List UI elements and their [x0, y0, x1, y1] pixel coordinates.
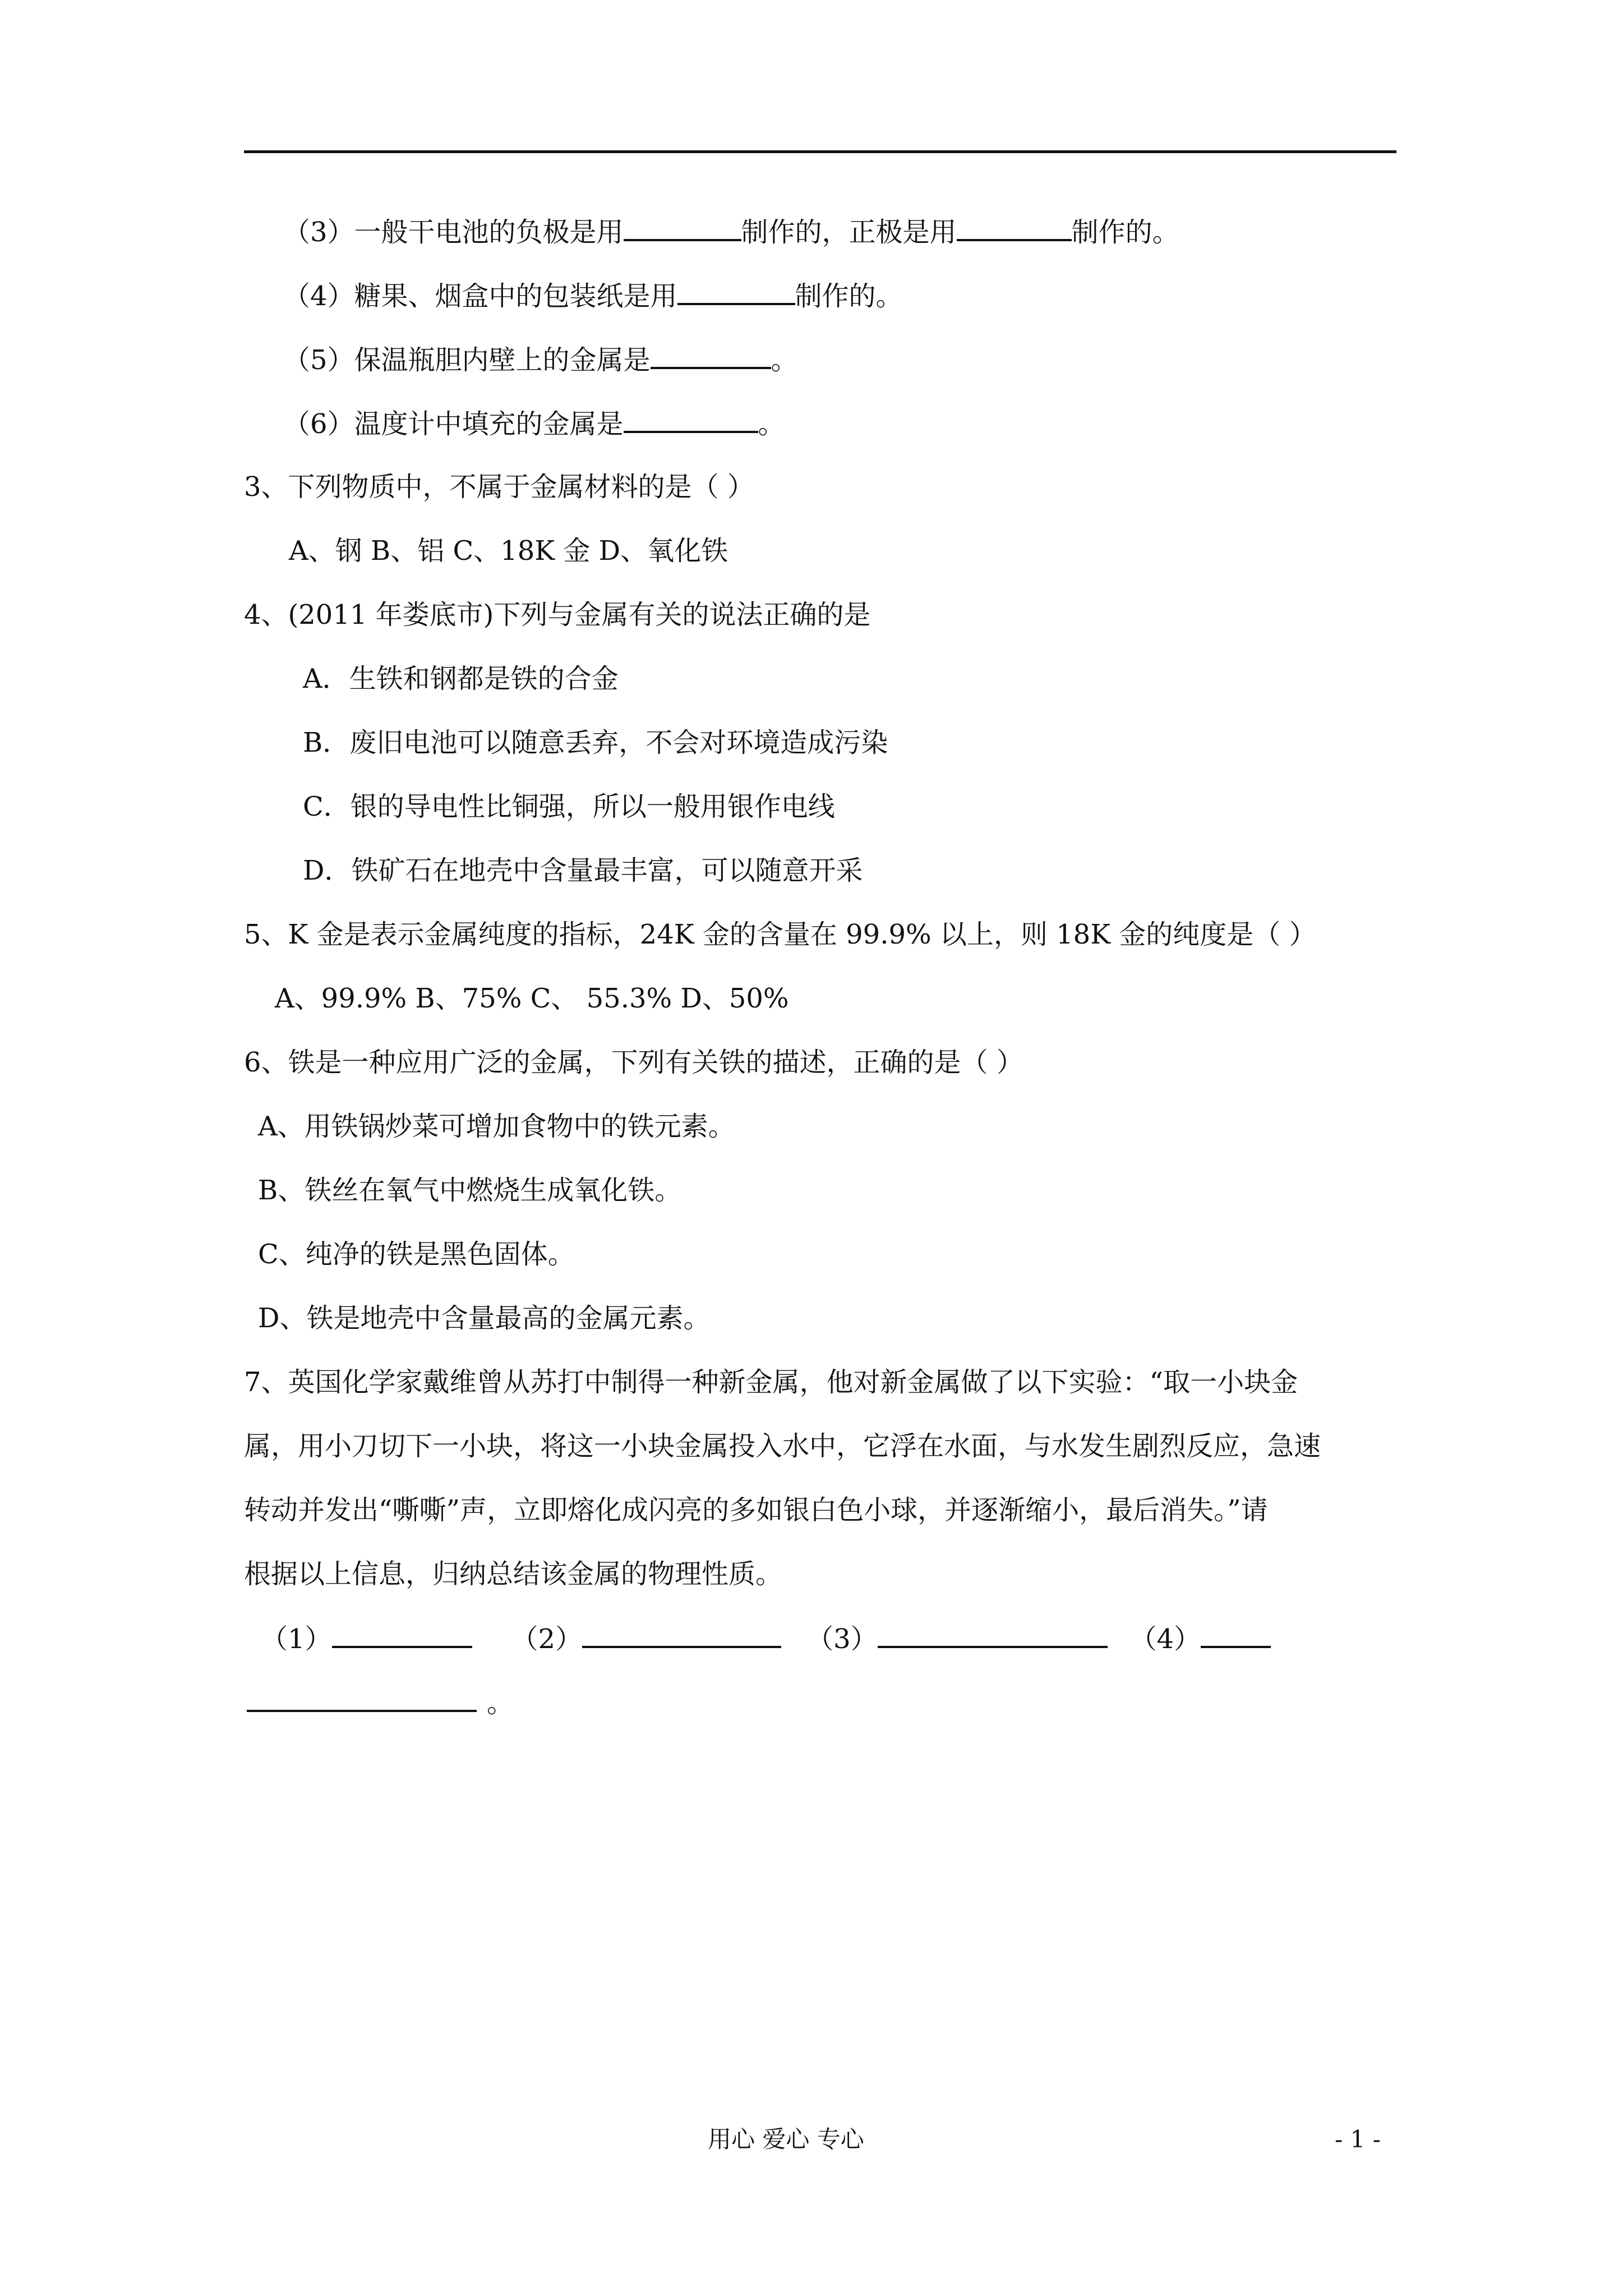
q7-end-mark: 。: [487, 1687, 514, 1719]
q4-option-a: A．生铁和钢都是铁的合金: [303, 663, 619, 694]
q7-answer-blank-4-continued[interactable]: [247, 1685, 477, 1712]
q6-option-a: A、用铁锅炒菜可增加食物中的铁元素。: [258, 1111, 735, 1142]
q6-stem: 6、铁是一种应用广泛的金属，下列有关铁的描述，正确的是（ ）: [244, 1047, 1023, 1078]
q2-item-4-prefix: （4）糖果、烟盒中的包装纸是用: [283, 280, 677, 312]
q2-item-3-blank-1[interactable]: [624, 214, 741, 241]
q2-item-3: [283, 214, 1179, 248]
q6-option-b: B、铁丝在氧气中燃烧生成氧化铁。: [258, 1175, 682, 1206]
q7-answer-label-2: （2）: [511, 1623, 583, 1655]
q2-item-5-prefix: （5）保温瓶胆内壁上的金属是: [283, 344, 651, 376]
q7-answer-continuation: [247, 1685, 514, 1719]
q5-options: A、99.9% B、75% C、 55.3% D、50%: [275, 983, 789, 1014]
q7-answers: [261, 1621, 1271, 1655]
q2-item-6-prefix: （6）温度计中填充的金属是: [283, 408, 624, 440]
q2-item-4-suffix: 制作的。: [795, 280, 903, 312]
q7-answer-label-3: （3）: [806, 1623, 878, 1655]
q5-stem: 5、K 金是表示金属纯度的指标，24K 金的含量在 99.9% 以上，则 18K 金的纯度是（ ）: [244, 919, 1316, 950]
q2-item-3-prefix: （3）一般干电池的负极是用: [283, 217, 624, 248]
q2-item-4-blank[interactable]: [677, 278, 795, 305]
q2-item-5-blank[interactable]: [651, 342, 771, 369]
q6-option-d: D、铁是地壳中含量最高的金属元素。: [258, 1303, 711, 1334]
q7-answer-label-4: （4）: [1129, 1623, 1201, 1655]
footer-page-number: - 1 -: [1335, 2125, 1381, 2153]
q2-item-6-suffix: 。: [758, 408, 785, 440]
q7-answer-label-1: （1）: [261, 1623, 332, 1655]
q4-option-b: B．废旧电池可以随意丢弃，不会对环境造成污染: [303, 727, 888, 758]
q2-item-5: [283, 342, 798, 376]
q7-answer-blank-2[interactable]: [582, 1621, 781, 1648]
q2-item-3-blank-2[interactable]: [957, 214, 1072, 241]
q4-option-c: C．银的导电性比铜强，所以一般用银作电线: [303, 791, 835, 822]
q7-line-4: 根据以上信息，归纳总结该金属的物理性质。: [244, 1558, 783, 1590]
q7-line-3: 转动并发出“嘶嘶”声，立即熔化成闪亮的多如银白色小球，并逐渐缩小，最后消失。”请: [244, 1494, 1268, 1526]
footer-motto: 用心 爱心 专心: [708, 2125, 864, 2153]
q7-line-1: 7、英国化学家戴维曾从苏打中制得一种新金属，他对新金属做了以下实验：“取一小块金: [244, 1366, 1298, 1398]
q2-item-3-middle: 制作的，正极是用: [741, 217, 957, 248]
q4-option-d: D．铁矿石在地壳中含量最丰富，可以随意开采: [303, 855, 863, 886]
q7-answer-blank-4[interactable]: [1201, 1621, 1271, 1648]
q2-item-6: [283, 406, 785, 440]
q3-stem: 3、下列物质中，不属于金属材料的是（ ）: [244, 471, 754, 503]
q4-stem: 4、(2011 年娄底市)下列与金属有关的说法正确的是: [244, 599, 871, 631]
q7-answer-blank-3[interactable]: [878, 1621, 1108, 1648]
q2-item-4: [283, 278, 903, 312]
q2-item-3-suffix: 制作的。: [1071, 217, 1179, 248]
q3-options: A、钢 B、铝 C、18K 金 D、氧化铁: [289, 535, 728, 567]
q7-line-2: 属，用小刀切下一小块，将这一小块金属投入水中，它浮在水面，与水发生剧烈反应，急速: [244, 1430, 1321, 1462]
header-rule: [244, 150, 1396, 153]
q7-answer-blank-1[interactable]: [332, 1621, 472, 1648]
q2-item-5-suffix: 。: [771, 344, 798, 376]
q2-item-6-blank[interactable]: [624, 406, 758, 433]
q6-option-c: C、纯净的铁是黑色固体。: [258, 1239, 575, 1270]
